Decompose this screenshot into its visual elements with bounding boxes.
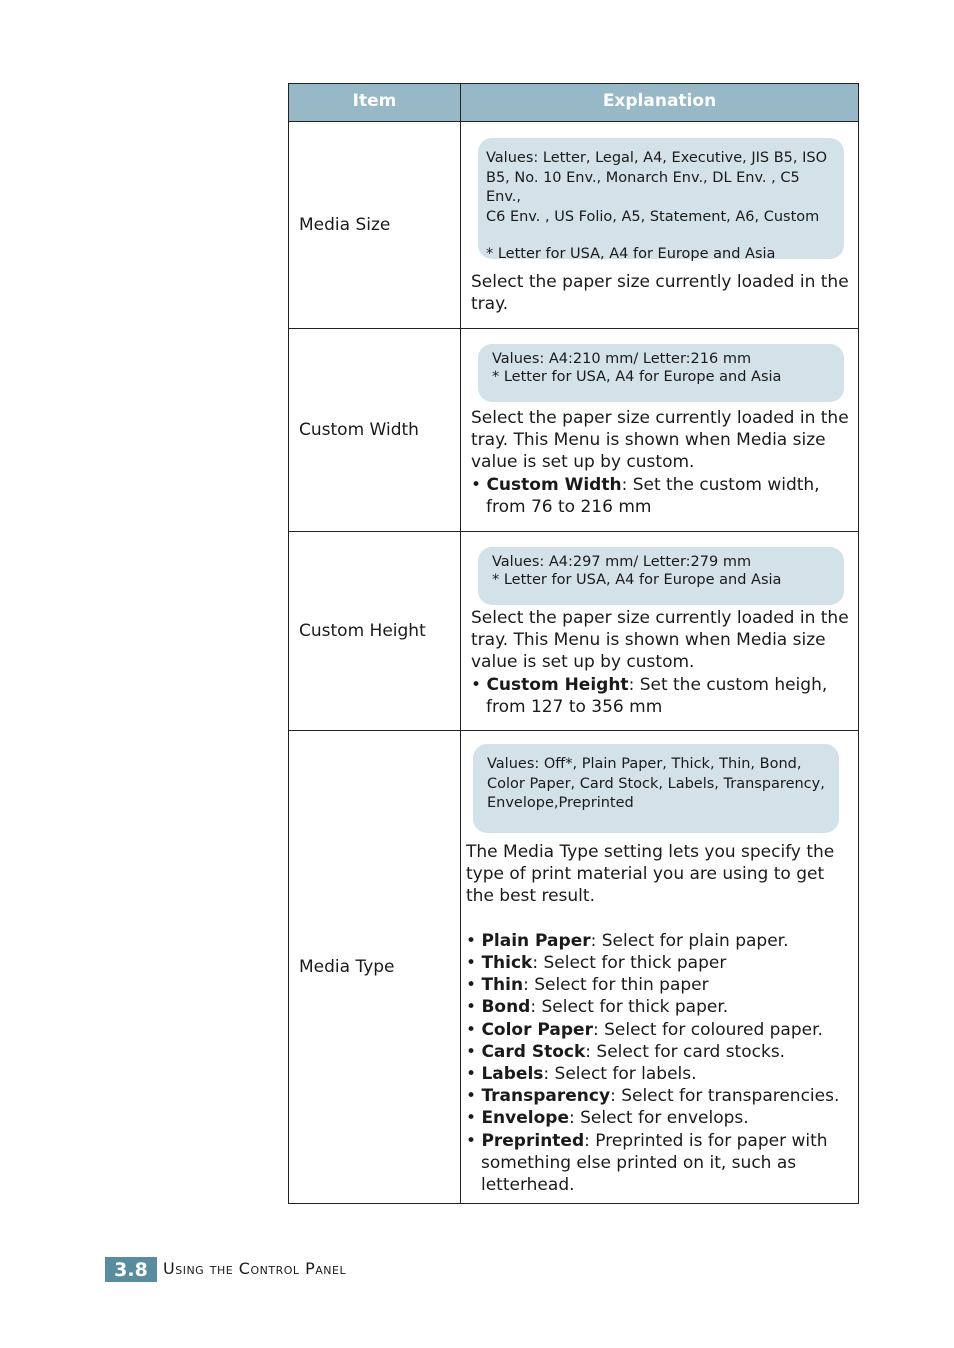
description-line: tray. This Menu is shown when Media size: [471, 430, 826, 451]
bullet-continuation: letterhead.: [481, 1175, 575, 1196]
description-line: the best result.: [466, 886, 595, 907]
section-title: Using the Control Panel: [163, 1259, 347, 1278]
item-label: Media Type: [289, 731, 461, 1203]
description-line: Select the paper size currently loaded in the: [471, 408, 849, 428]
description: [471, 271, 849, 315]
description-line: tray.: [471, 294, 509, 315]
bullet-item: • Color Paper: Select for coloured paper.: [466, 1019, 823, 1040]
bullet-term: Envelope: [481, 1108, 569, 1129]
table-header: [289, 84, 858, 122]
bullet-term: Labels: [481, 1064, 544, 1085]
bullet-item: • Bond: Select for thick paper.: [466, 997, 729, 1018]
values-line: Color Paper, Card Stock, Labels, Transparency,: [487, 775, 825, 792]
bullet-text: : Preprinted is for paper with: [584, 1130, 828, 1151]
page-number-badge: 3.8: [105, 1257, 157, 1282]
values-line: Values: Off*, Plain Paper, Thick, Thin, Bond,: [487, 756, 802, 772]
bullet-term: Custom Height: [486, 674, 629, 695]
values-box: [478, 138, 844, 262]
bullet-item: • Transparency: Select for transparencies.: [466, 1086, 840, 1107]
bullet-term: Thin: [481, 975, 524, 996]
bullet-text: : Select for transparencies.: [610, 1086, 840, 1107]
bullet-term: Card Stock: [481, 1041, 586, 1062]
bullet-term: Bond: [481, 997, 531, 1018]
values-note: * Letter for USA, A4 for Europe and Asia: [486, 246, 776, 262]
bullet-text: : Select for thick paper.: [530, 997, 729, 1018]
bullet-text: : Select for plain paper.: [590, 930, 789, 951]
bullet-term: Color Paper: [481, 1019, 593, 1040]
explanation-cell: [461, 731, 858, 1203]
bullet-text: : Select for thin paper: [523, 975, 709, 996]
values-box: [478, 344, 844, 402]
values-line: Envelope,Preprinted: [487, 795, 634, 811]
description-line: The Media Type setting lets you specify the: [466, 842, 835, 862]
description-line: Select the paper size currently loaded in the: [471, 608, 849, 628]
table-row-custom-height: [289, 532, 858, 731]
description: [471, 607, 849, 718]
values-note: * Letter for USA, A4 for Europe and Asia: [492, 572, 782, 588]
bullet-text: : Set the custom heigh,: [628, 674, 828, 695]
description-line: Select the paper size currently loaded in the: [471, 272, 849, 292]
explanation-cell: [461, 122, 858, 328]
values-box: [473, 744, 839, 833]
values-line: Values: A4:210 mm/ Letter:216 mm: [492, 351, 752, 367]
bullet-text: : Select for coloured paper.: [592, 1019, 823, 1040]
values-line: Values: A4:297 mm/ Letter:279 mm: [492, 554, 752, 570]
spacer: [466, 908, 839, 930]
description-line: type of print material you are using to get: [466, 864, 825, 885]
bullet-continuation: from 127 to 356 mm: [486, 696, 663, 717]
bullet-item: • Custom Width: Set the custom width,: [471, 474, 820, 495]
description-line: value is set up by custom.: [471, 652, 695, 673]
table-row-media-type: [289, 731, 858, 1203]
description: [471, 407, 849, 518]
bullet-term: Transparency: [481, 1086, 611, 1107]
values-line: C6 Env. , US Folio, A5, Statement, A6, Custom: [486, 208, 820, 225]
bullet-term: Preprinted: [481, 1130, 585, 1151]
bullet-item: • Envelope: Select for envelops.: [466, 1108, 749, 1129]
item-label: Custom Height: [289, 532, 461, 730]
bullet-text: : Select for thick paper: [532, 953, 727, 973]
bullet-term: Thick: [481, 953, 533, 973]
header-explanation: Explanation: [602, 90, 717, 111]
description: [466, 841, 839, 1196]
bullet-text: : Set the custom width,: [621, 474, 820, 495]
bullet-text: : Select for card stocks.: [585, 1041, 786, 1062]
bullet-text: : Select for labels.: [543, 1064, 697, 1085]
table-row-media-size: [289, 122, 858, 329]
item-label: Custom Width: [289, 329, 461, 531]
table-row-custom-width: [289, 329, 858, 532]
bullet-term: Plain Paper: [481, 930, 591, 951]
bullet-text: : Select for envelops.: [568, 1108, 749, 1129]
bullet-item: • Thick: Select for thick paper: [466, 953, 727, 973]
description-line: tray. This Menu is shown when Media size: [471, 630, 826, 651]
explanation-cell: [461, 329, 858, 531]
settings-table: [288, 83, 859, 1204]
bullet-item: • Custom Height: Set the custom heigh,: [471, 674, 828, 695]
values-box: [478, 547, 844, 605]
bullet-item: • Labels: Select for labels.: [466, 1064, 697, 1085]
header-item: Item: [289, 84, 461, 121]
explanation-cell: [461, 532, 858, 730]
bullet-item: • Preprinted: Preprinted is for paper with: [466, 1130, 828, 1151]
item-label: Media Size: [289, 122, 461, 328]
bullet-item: • Thin: Select for thin paper: [466, 975, 709, 996]
values-line: B5, No. 10 Env., Monarch Env., DL Env. , C5 Env.,: [486, 169, 800, 205]
values-line: Values: Letter, Legal, A4, Executive, JIS B5, ISO: [486, 150, 827, 166]
bullet-continuation: something else printed on it, such as: [481, 1152, 797, 1173]
bullet-continuation: from 76 to 216 mm: [486, 496, 652, 517]
bullet-item: • Card Stock: Select for card stocks.: [466, 1041, 786, 1062]
description-line: value is set up by custom.: [471, 452, 695, 473]
bullet-item: • Plain Paper: Select for plain paper.: [466, 930, 789, 951]
bullet-term: Custom Width: [486, 474, 622, 495]
values-note: * Letter for USA, A4 for Europe and Asia: [492, 369, 782, 385]
